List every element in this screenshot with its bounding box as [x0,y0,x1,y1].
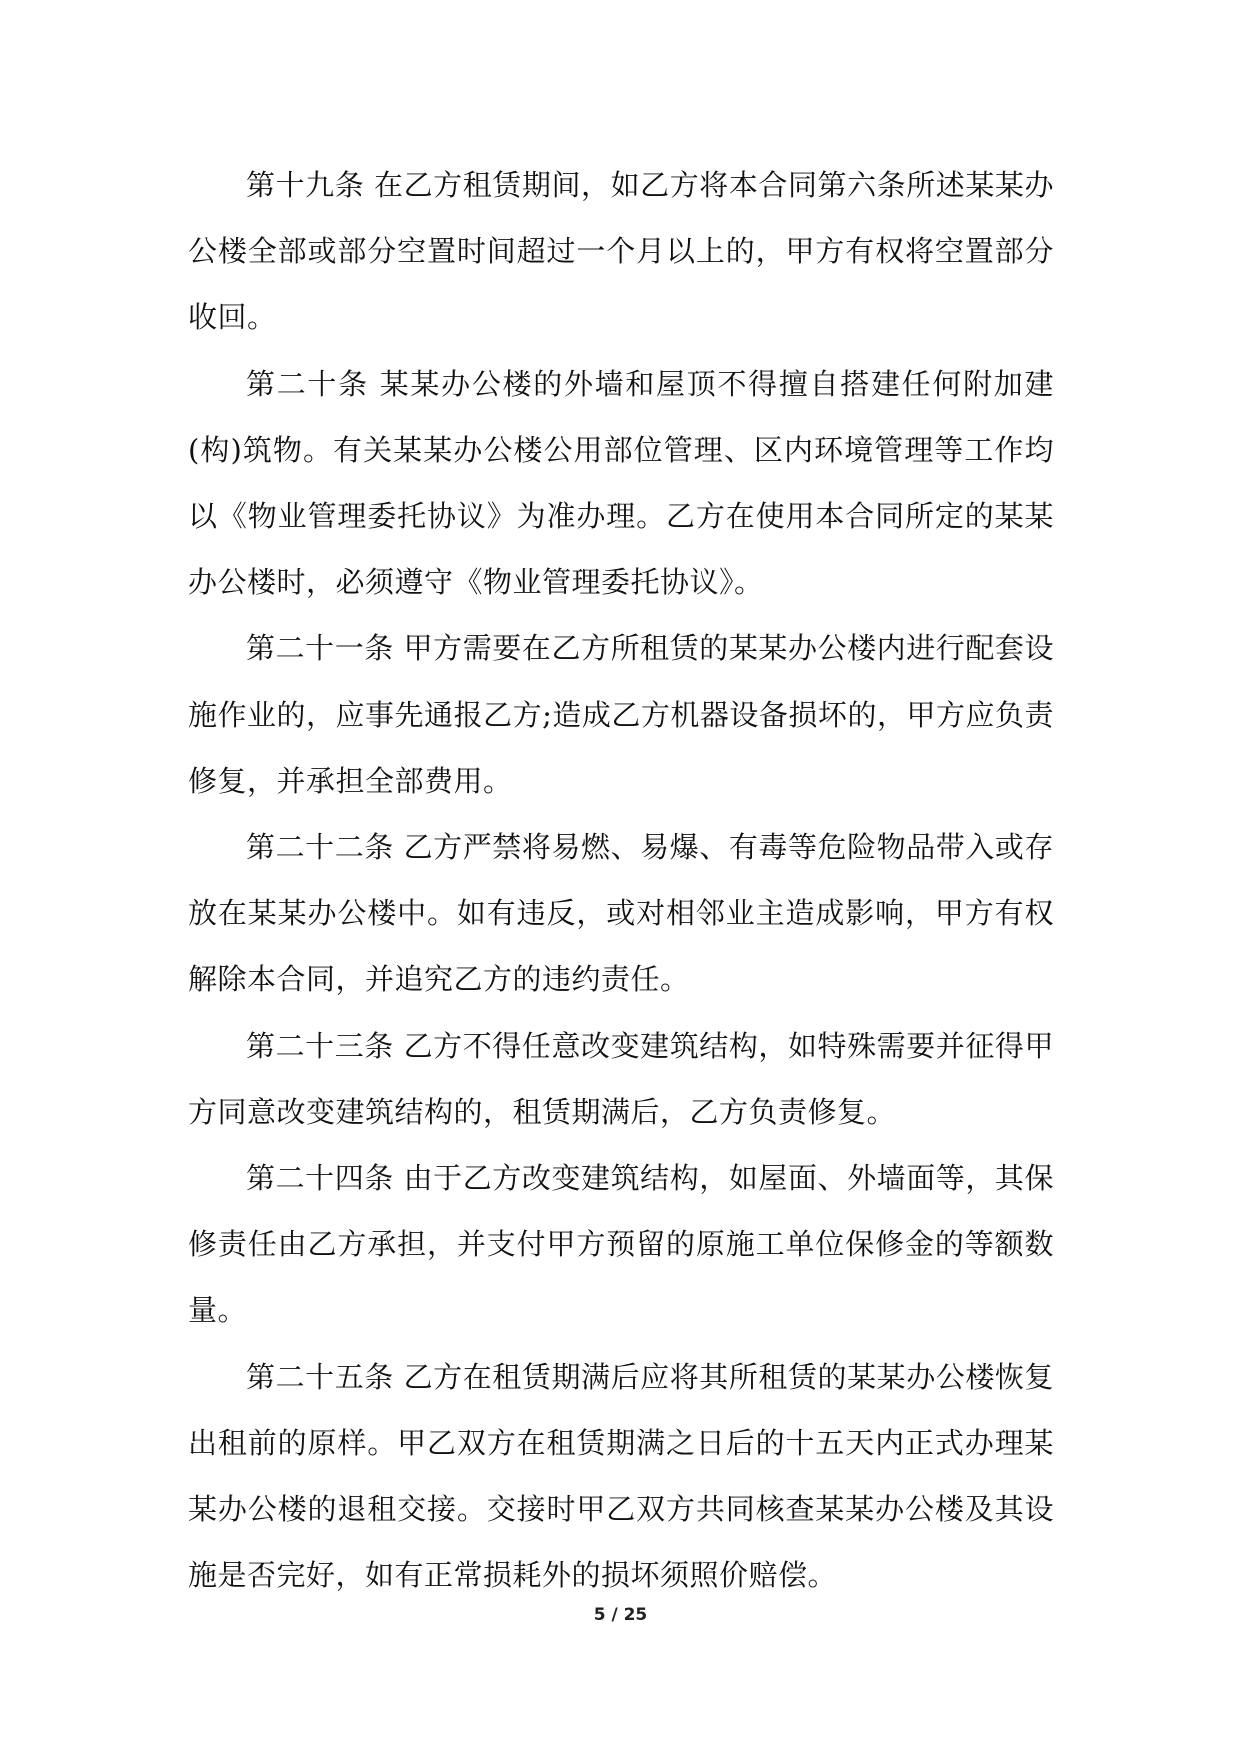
clause-23: 第二十三条 乙方不得任意改变建筑结构，如特殊需要并征得甲方同意改变建筑结构的，租赁期满后，乙方负责修复。 [188,1028,1054,1129]
page-number: 5 / 25 [593,1605,648,1625]
clause-19: 第十九条 在乙方租赁期间，如乙方将本合同第六条所述某某办公楼全部或部分空置时间超过一个月以上的，甲方有权将空置部分收回。 [188,168,1054,335]
clause-21: 第二十一条 甲方需要在乙方所租赁的某某办公楼内进行配套设施作业的，应事先通报乙方;造成乙方机器设备损坏的，甲方应负责修复，并承担全部费用。 [188,631,1054,798]
clause-25: 第二十五条 乙方在租赁期满后应将其所租赁的某某办公楼恢复出租前的原样。甲乙双方在租赁期满之日后的十五天内正式办理某某办公楼的退租交接。交接时甲乙双方共同核查某某办公楼及其设施是否完好，如有正常损耗外的损坏须照价赔偿。 [188,1359,1054,1593]
clause-22: 第二十二条 乙方严禁将易燃、易爆、有毒等危险物品带入或存放在某某办公楼中。如有违反，或对相邻业主造成影响，甲方有权解除本合同，并追究乙方的违约责任。 [188,830,1054,997]
clause-24: 第二十四条 由于乙方改变建筑结构，如屋面、外墙面等，其保修责任由乙方承担，并支付甲方预留的原施工单位保修金的等额数量。 [188,1161,1054,1328]
clause-20: 第二十条 某某办公楼的外墙和屋顶不得擅自搭建任何附加建(构)筑物。有关某某办公楼公用部位管理、区内环境管理等工作均以《物业管理委托协议》为准办理。乙方在使用本合同所定的某某办公楼时，必须遵守《物业管理委托协议》。 [188,366,1054,600]
document-body [188,152,1054,1608]
